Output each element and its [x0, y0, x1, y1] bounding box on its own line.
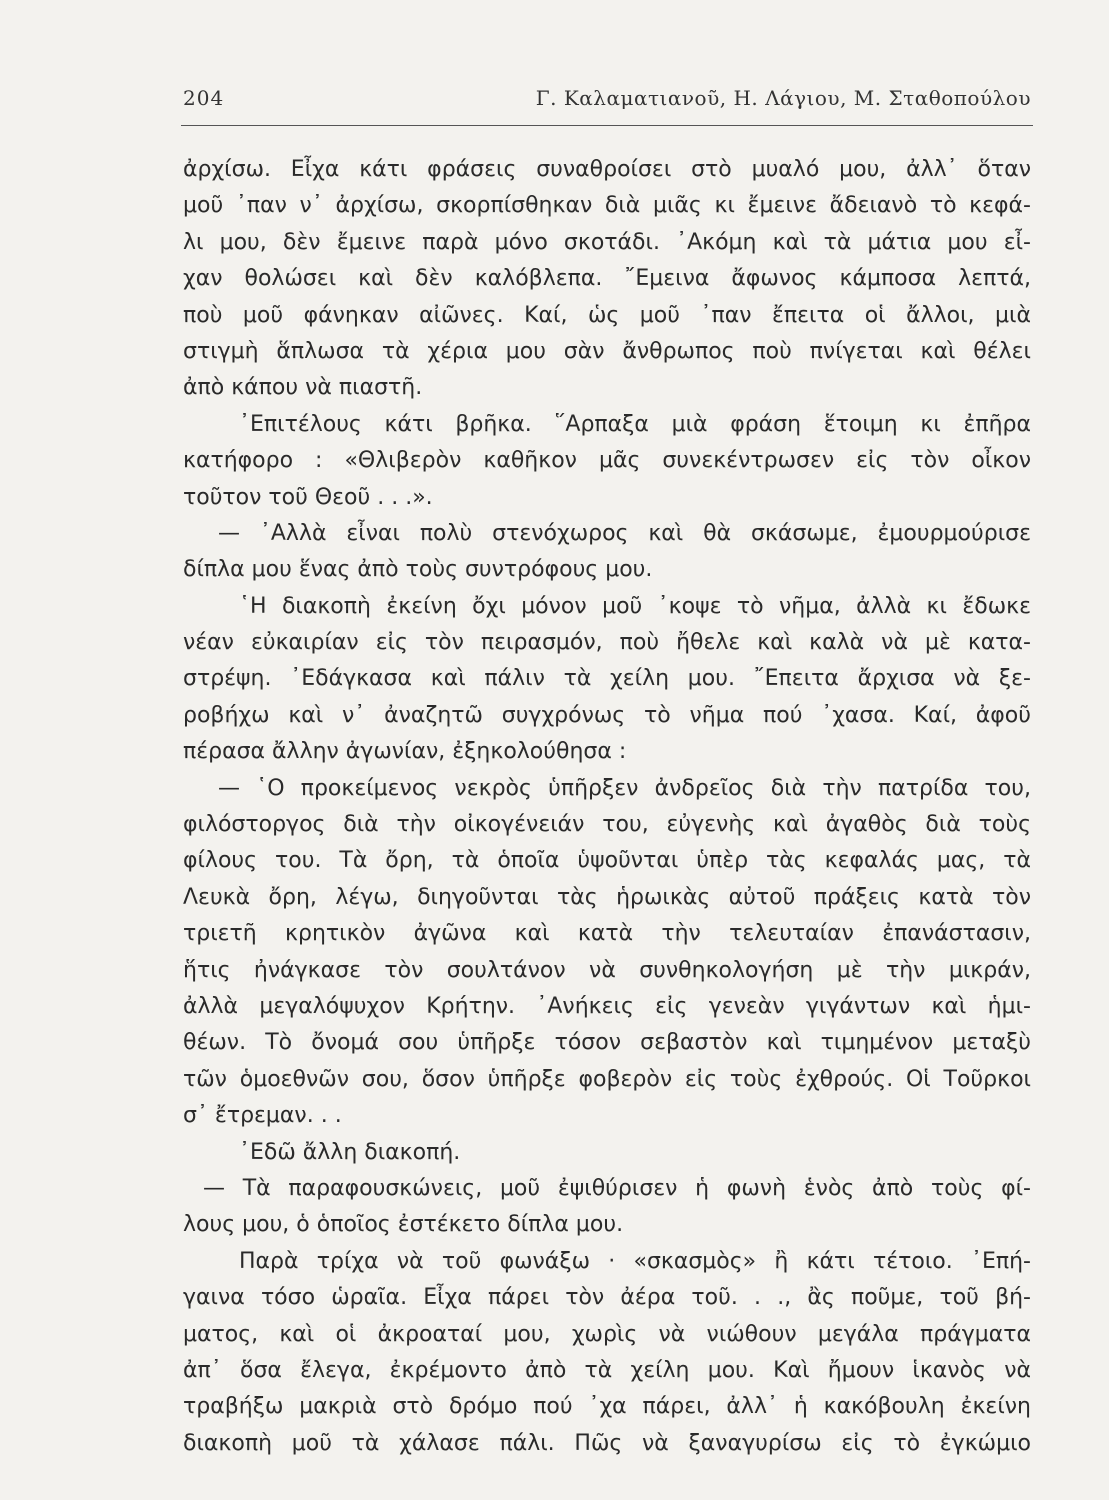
text-line: σ᾽ ἔτρεμαν. . .: [183, 1103, 342, 1129]
text-line: νέαν εὐκαιρίαν εἰς τὸν πειρασμόν, ποὺ ἤθελε καὶ καλὰ νὰ μὲ κατα-: [183, 630, 1031, 656]
text-line: γαινα τόσο ὡραῖα. Εἶχα πάρει τὸν ἀέρα τοῦ. . ., ἂς ποῦμε, τοῦ βή-: [183, 1285, 1031, 1311]
text-line: στιγμὴ ἅπλωσα τὰ χέρια μου σὰν ἄνθρωπος ποὺ πνίγεται καὶ θέλει: [183, 338, 1031, 364]
text-line: φίλους του. Τὰ ὄρη, τὰ ὁποῖα ὑψοῦνται ὑπὲρ τὰς κεφαλάς μας, τὰ: [183, 848, 1031, 874]
text-line: χαν θολώσει καὶ δὲν καλόβλεπα. ῎Εμεινα ἄφωνος κάμποσα λεπτά,: [183, 266, 1031, 292]
running-head: Γ. Καλαματιανοῦ, Η. Λάγιου, Μ. Σταθοπούλου: [535, 86, 1031, 110]
text-line: διακοπὴ μοῦ τὰ χάλασε πάλι. Πῶς νὰ ξαναγυρίσω εἰς τὸ ἐγκώμιο: [183, 1430, 1031, 1456]
text-line: — Τὰ παραφουσκώνεις, μοῦ ἐψιθύρισεν ἡ φωνὴ ἑνὸς ἀπὸ τοὺς φί-: [203, 1175, 1031, 1201]
text-line: δίπλα μου ἕνας ἀπὸ τοὺς συντρόφους μου.: [183, 557, 653, 583]
text-line: κατήφορο : «Θλιβερὸν καθῆκον μᾶς συνεκέντρωσεν εἰς τὸν οἶκον: [183, 448, 1031, 474]
text-line: λους μου, ὁ ὁποῖος ἐστέκετο δίπλα μου.: [183, 1212, 624, 1238]
text-line: φιλόστοργος διὰ τὴν οἰκογένειάν του, εὐγενὴς καὶ ἀγαθὸς διὰ τοὺς: [183, 812, 1031, 838]
text-line: τοῦτον τοῦ Θεοῦ . . .».: [183, 484, 433, 510]
text-line: ᾽Εδῶ ἄλλη διακοπή.: [239, 1139, 461, 1165]
text-line: ματος, καὶ οἱ ἀκροαταί μου, χωρὶς νὰ νιώθουν μεγάλα πράγματα: [183, 1321, 1031, 1347]
text-line: ἀπὸ κάπου νὰ πιαστῆ.: [183, 375, 423, 401]
text-line: μοῦ ᾽παν ν᾽ ἀρχίσω, σκορπίσθηκαν διὰ μιᾶς κι ἔμεινε ἄδειανὸ τὸ κεφά-: [183, 193, 1031, 219]
text-line: ἀρχίσω. Εἶχα κάτι φράσεις συναθροίσει στὸ μυαλό μου, ἀλλ᾽ ὅταν: [183, 157, 1031, 182]
text-line: πέρασα ἄλλην ἀγωνίαν, ἐξηκολούθησα :: [183, 739, 627, 765]
text-line: ἀπ᾽ ὅσα ἔλεγα, ἐκρέμοντο ἀπὸ τὰ χείλη μου. Καὶ ἤμουν ἱκανὸς νὰ: [183, 1357, 1031, 1383]
text-line: ἀλλὰ μεγαλόψυχον Κρήτην. ᾽Ανήκεις εἰς γενεὰν γιγάντων καὶ ἡμι-: [183, 993, 1031, 1019]
text-line: ῾Η διακοπὴ ἐκείνη ὄχι μόνον μοῦ ᾽κοψε τὸ νῆμα, ἀλλὰ κι ἔδωκε: [239, 593, 1031, 619]
text-line: — ῾Ο προκείμενος νεκρὸς ὑπῆρξεν ἀνδρεῖος διὰ τὴν πατρίδα του,: [218, 775, 1031, 801]
text-line: στρέψη. ᾽Εδάγκασα καὶ πάλιν τὰ χείλη μου. ῎Επειτα ἄρχισα νὰ ξε-: [183, 666, 1031, 692]
page-number: 204: [183, 86, 225, 110]
text-line: λι μου, δὲν ἔμεινε παρὰ μόνο σκοτάδι. ᾽Ακόμη καὶ τὰ μάτια μου εἶ-: [183, 229, 1031, 255]
text-line: ροβήχω καὶ ν᾽ ἀναζητῶ συγχρόνως τὸ νῆμα πού ᾽χασα. Καί, ἀφοῦ: [183, 702, 1031, 728]
page-header: [183, 86, 1031, 120]
body-text: [183, 152, 1031, 1462]
text-line: ᾽Επιτέλους κάτι βρῆκα. ῞Αρπαξα μιὰ φράση ἕτοιμη κι ἐπῆρα: [239, 411, 1031, 437]
text-line: Παρὰ τρίχα νὰ τοῦ φωνάξω · «σκασμὸς» ἢ κάτι τέτοιο. ᾽Επή-: [239, 1248, 1031, 1274]
text-line: τῶν ὁμοεθνῶν σου, ὅσον ὑπῆρξε φοβερὸν εἰς τοὺς ἐχθρούς. Οἱ Τοῦρκοι: [183, 1066, 1031, 1092]
text-line: Λευκὰ ὄρη, λέγω, διηγοῦνται τὰς ἡρωικὰς αὐτοῦ πράξεις κατὰ τὸν: [183, 884, 1031, 910]
text-line: ἥτις ἠνάγκασε τὸν σουλτάνον νὰ συνθηκολογήση μὲ τὴν μικράν,: [183, 957, 1031, 983]
text-line: θέων. Τὸ ὄνομά σου ὑπῆρξε τόσον σεβαστὸν καὶ τιμημένον μεταξὺ: [183, 1030, 1031, 1056]
text-line: ποὺ μοῦ φάνηκαν αἰῶνες. Καί, ὡς μοῦ ᾽παν ἔπειτα οἱ ἄλλοι, μιὰ: [183, 302, 1031, 328]
text-line: τραβήξω μακριὰ στὸ δρόμο πού ᾽χα πάρει, ἀλλ᾽ ἡ κακόβουλη ἐκείνη: [183, 1394, 1031, 1420]
header-rule: [181, 125, 1033, 126]
text-line: τριετῆ κρητικὸν ἀγῶνα καὶ κατὰ τὴν τελευταίαν ἐπανάστασιν,: [183, 921, 1031, 947]
text-line: — ᾽Αλλὰ εἶναι πολὺ στενόχωρος καὶ θὰ σκάσωμε, ἐμουρμούρισε: [218, 520, 1031, 546]
